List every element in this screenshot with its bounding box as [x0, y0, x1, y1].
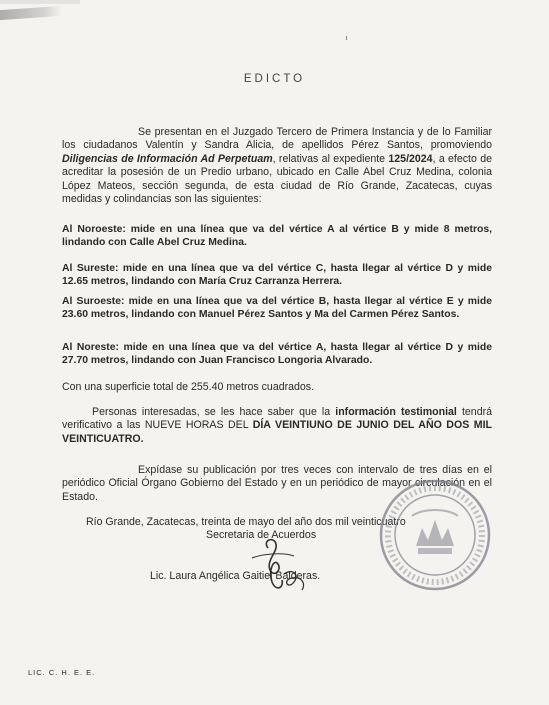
intro-paragraph: Se presentan en el Juzgado Tercero de Primera Instancia y de lo Familiar los ciudadanos Valentín y Sandra Alicia, de apellidos Pérez Santos, promoviendo Diligencias de Información Ad Perpetuam, relativas al expediente 125/2024, a efecto de acreditar la posesión de un Predio urbano, ubicado en Calle Abel Cruz Medina, colonia López Mateos, sección segunda, de esta ciudad de Río Grande, Zacatecas, cuyas medidas y colindancias son las siguientes: [62, 126, 492, 206]
boundary-southeast: Al Sureste: mide en una línea que va del vértice C, hasta llegar al vértice D y mide 12.65 metros, lindando con María Cruz Carranza Herrera. [62, 263, 492, 287]
signer-name: Lic. Laura Angélica Gaitiel Balderas. [150, 570, 321, 582]
notice-paragraph: Personas interesadas, se les hace saber que la información testimonial tendrá verificativo a las NUEVE HORAS DEL DÍA VEINTIUNO DE JUNIO DEL AÑO DOS MIL VEINTICUATRO. [62, 406, 493, 445]
document-title: EDICTO [243, 73, 306, 85]
scan-mark [346, 36, 347, 40]
boundary-northeast: Al Noreste: mide en una línea que va del vértice A, hasta llegar al vértice D y mide 27.70 metros, lindando con Juan Francisco Longoria Alvarado. [62, 342, 492, 366]
scan-artifact [0, 6, 62, 20]
handwritten-signature [222, 530, 342, 605]
signer-title: Secretaria de Acuerdos [206, 529, 317, 541]
publication-paragraph: Expídase su publicación por tres veces con intervalo de tres días en el periódico Oficial Órgano Gobierno del Estado y en un periódico de mayor circulación en el Estado. [62, 464, 492, 503]
surface-area: Con una superficie total de 255.40 metros cuadrados. [62, 381, 315, 393]
court-seal-stamp [376, 476, 494, 594]
initials: LIC. C. H. E. E. [28, 668, 96, 677]
case-number: 125/2024 [388, 152, 433, 165]
procedure-name: Diligencias de Información Ad Perpetuam [62, 152, 273, 165]
date-line: Río Grande, Zacatecas, treinta de mayo del año dos mil veinticuatro [86, 516, 406, 528]
boundary-southwest: Al Suroeste: mide en una línea que va del vértice B, hasta llegar al vértice E y mide 23.60 metros, lindando con Manuel Pérez Santos y Ma del Carmen Pérez Santos. [62, 296, 492, 320]
scan-artifact [0, 0, 80, 4]
boundary-northwest: Al Noroeste: mide en una línea que va del vértice A al vértice B y mide 8 metros, lindando con Calle Abel Cruz Medina. [62, 224, 492, 248]
